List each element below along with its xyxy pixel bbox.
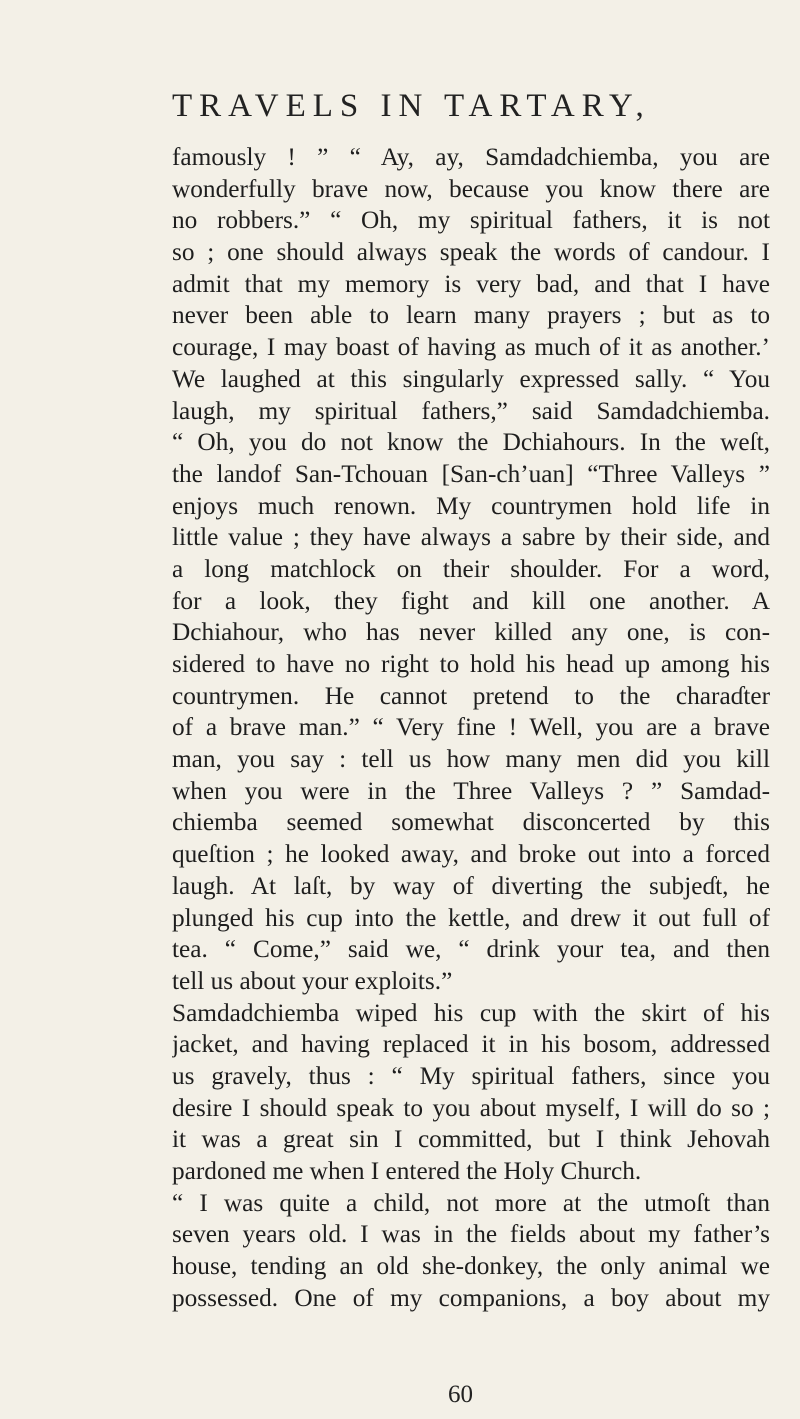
page-number: 60 [448,1381,473,1408]
text-line: chiemba seemed somewhat disconcerted by this [172,808,770,837]
text-line: tell us about your exploits.” [172,966,453,995]
body-text [172,142,770,1314]
text-line: “ Oh, you do not know the Dchiahours. In the weſt, [172,428,770,457]
running-head-title: TRAVELS IN TARTARY, [172,88,651,124]
text-line: jacket, and having replaced it in his bosom, addressed [172,1030,770,1059]
text-line: pardoned me when I entered the Holy Church. [172,1157,642,1185]
text-line: no robbers.” “ Oh, my spiritual fathers, it is not [172,206,770,235]
text-line: wonderfully brave now, because you know there are [172,174,770,203]
text-line: sidered to have no right to hold his head up among his [172,650,770,678]
text-line: We laughed at this singularly expressed sally. “ You [172,364,770,393]
text-line: plunged his cup into the kettle, and drew it out full of [172,903,770,932]
text-line: countrymen. He cannot pretend to the charaɗter [172,681,770,710]
text-line: house, tending an old she-donkey, the only animal we [172,1252,770,1281]
text-line: man, you say : tell us how many men did you kill [172,745,770,774]
text-line: the landof San-Tchouan [San-ch’uan] “Three Valleys ” [172,459,770,488]
text-line: it was a great sin I committed, but I think Jehovah [172,1125,770,1154]
text-line: when you were in the Three Valleys ? ” Samdad- [172,776,770,805]
text-line: so ; one should always speak the words of candour. I [172,238,770,267]
text-line: Dchiahour, who has never killed any one, is con- [172,618,770,647]
text-line: tea. “ Come,” said we, “ drink your tea, and then [172,935,770,964]
text-line: never been able to learn many prayers ; but as to [172,301,770,330]
text-line: admit that my memory is very bad, and that I have [172,269,770,298]
text-line: seven years old. I was in the fields about my father’s [172,1220,770,1249]
text-line: famously ! ” “ Ay, ay, Samdadchiemba, you are [172,143,770,171]
text-line: laugh. At laſt, by way of diverting the subjeɗt, he [172,871,770,900]
text-line: of a brave man.” “ Very fine ! Well, you are a brave [172,713,770,742]
text-line: little value ; they have always a sabre by their side, and [172,523,770,552]
text-line: Samdadchiemba wiped his cup with the skirt of his [172,998,770,1027]
text-line: a long matchlock on their shoulder. For a word, [172,554,770,583]
text-line: queſtion ; he looked away, and broke out into a forced [172,840,770,869]
text-line: for a look, they fight and kill one another. A [172,586,770,615]
text-line: possessed. One of my companions, a boy about my [172,1283,770,1312]
text-line: “ I was quite a child, not more at the utmoſt than [172,1188,770,1217]
text-line: courage, I may boast of having as much of it as another.’ [172,333,770,362]
text-line: us gravely, thus : “ My spiritual fathers, since you [172,1061,770,1090]
text-line: desire I should speak to you about myself, I will do so ; [172,1093,770,1122]
text-line: laugh, my spiritual fathers,” said Samdadchiemba. [172,396,770,425]
text-line: enjoys much renown. My countrymen hold life in [172,491,770,520]
